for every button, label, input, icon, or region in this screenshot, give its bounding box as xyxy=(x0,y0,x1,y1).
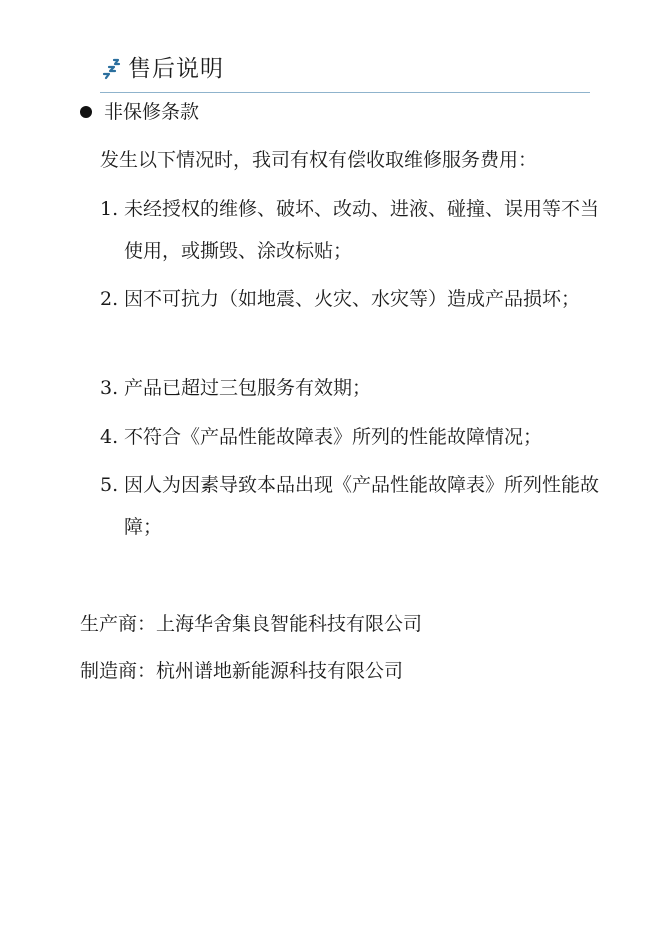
non-warranty-intro: 发生以下情况时，我司有权有偿收取维修服务费用： xyxy=(100,149,538,171)
clause-item xyxy=(100,278,600,320)
zigzag-decoration-icon xyxy=(102,58,122,80)
clause-number: 3. xyxy=(100,377,119,399)
clause-item xyxy=(100,188,600,272)
bullet-dot-icon xyxy=(80,106,92,118)
clause-number: 1. xyxy=(100,198,119,220)
clause-text: 未经授权的维修、破坏、改动、进液、碰撞、误用等不当使用，或撕毁、涂改标贴； xyxy=(124,198,600,262)
non-warranty-heading xyxy=(80,98,199,126)
clause-number: 5. xyxy=(100,474,119,496)
manufacturer-line: 制造商：杭州谱地新能源科技有限公司 xyxy=(80,660,404,682)
clause-item xyxy=(100,367,600,409)
clause-item xyxy=(100,464,600,548)
clause-item xyxy=(100,416,600,458)
clause-text: 因不可抗力（如地震、火灾、水灾等）造成产品损坏； xyxy=(124,288,581,310)
clause-text: 因人为因素导致本品出现《产品性能故障表》所列性能故障； xyxy=(124,474,600,538)
clause-number: 2. xyxy=(100,288,119,310)
non-warranty-heading-text: 非保修条款 xyxy=(104,101,200,123)
clause-text: 产品已超过三包服务有效期； xyxy=(124,377,372,399)
section-title: 售后说明 xyxy=(128,56,224,82)
producer-line: 生产商：上海华舍集良智能科技有限公司 xyxy=(80,613,423,635)
clause-number: 4. xyxy=(100,426,119,448)
section-header xyxy=(100,52,590,93)
clause-text: 不符合《产品性能故障表》所列的性能故障情况； xyxy=(124,426,543,448)
